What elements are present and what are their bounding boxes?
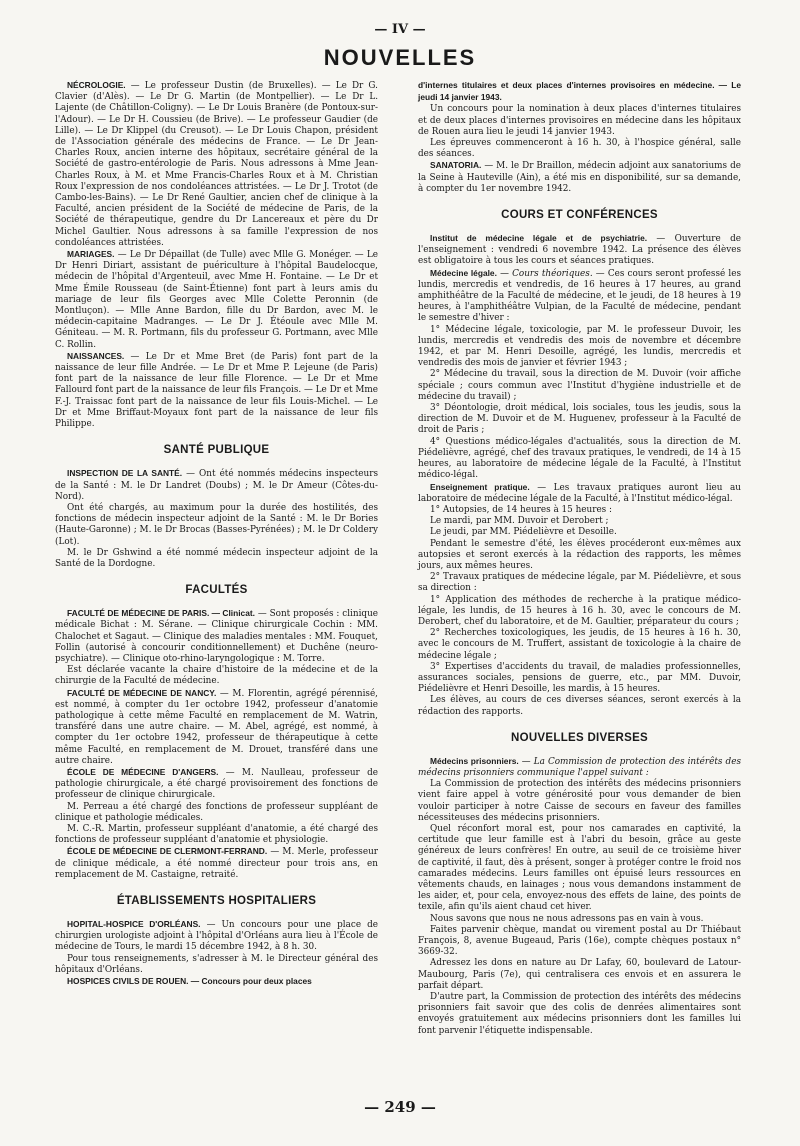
medlegale-item: 2° Médecine du travail, sous la direction de M. Duvoir (voir affiche spéciale ; cours commun avec l'Institut d'hygiène industrielle et de médecine du travail) ; [418,369,741,402]
angers-text: — M. Naulleau, professeur de pathologie chirurgicale, a été chargé provisoirement des fonctions de professeur de clinique chirurgicale. [55,767,378,801]
section-title-diverses: NOUVELLES DIVERSES [510,731,649,744]
paris-text: — Sont proposés : clinique médicale Bichat : M. Sérane. — Clinique chirurgicale Cochin : MM. Chalochet et Sagaut. — Clinique des maladies mentales : MM. Fouquet, Follin (autorisé à concourir conditionnellement) et Duchêne (neuro-psychiatre). — Clinique oto-rhino-laryngologique : M. Torre. [55,609,379,664]
naissances-paragraph [55,351,378,430]
medlegale-paragraph [418,268,741,325]
prisonniers-paragraph [418,756,741,779]
enseignement-paragraph [418,482,741,505]
orleans-lead: HOPITAL-HOSPICE D'ORLÉANS. [67,919,201,929]
page-number: — 249 — [364,1098,436,1116]
institut-lead: Institut de médecine légale et de psychiatrie. [430,233,648,244]
inspection-text: — Ont été nommés médecins inspecteurs de la Santé : M. le Dr Landret (Doubs) ; M. le Dr Ameur (Côtes-du-Nord). [55,469,378,502]
orleans-paragraph [55,919,378,954]
prisonniers-item: Adressez les dons en nature au Dr Lafay, 60, boulevard de Latour-Maubourg, Paris (7e), qui centralisera ces envois et en assurera le parfait départ. [418,958,741,991]
enseignement-item: 3° Expertises d'accidents du travail, de maladies professionnelles, assurances sociales, pensions de guerre, etc., par MM. Duvoir, Piédelièvre et Henri Desoille, les mardis, à 15 heures. [418,661,741,695]
sanatoria-paragraph [418,160,741,195]
rouen-continued [418,80,741,104]
mariages-paragraph [55,249,378,351]
medlegale-item: 3° Déontologie, droit médical, lois sociales, tous les jeudis, sous la direction de M. Duvoir et de M. Huguenev, professeur à la Faculté de droit de Paris ; [418,403,741,436]
angers-paragraph-2: M. Perreau a été chargé des fonctions de professeur suppléant de clinique et pathologie médicales. [55,801,378,823]
angers-paragraph-3: M. C.-R. Martin, professeur suppléant d'anatomie, a été chargé des fonctions de professeur suppléant d'anatomie et physiologie. [55,823,378,846]
angers-lead: ÉCOLE DE MÉDECINE D'ANGERS. [67,766,219,777]
rouen-continued-text: d'internes titulaires et deux places d'internes provisoires en médecine. — Le jeudi 14 janvier 1943. [418,80,741,103]
necrologie-text: — Le professeur Dustin (de Bruxelles). — Le Dr G. Clavier (d'Alès). — Le Dr G. Martin (de Montpellier). — Le Dr L. Lajente (de Châtillon-Coligny). — Le Dr Louis Branère (de Pontoux-sur-l'Adour). — Le Dr H. Coussieu (de Brive). — Le professeur Gaudier (de Lille). — Le Dr Klippel (du Creusot). — Le Dr Louis Chapon, président de l'Association générale des médecins de France. — Le Dr Jean-Charles Roux, ancien interne des hôpitaux, secrétaire général de la Société de gastro-entérologie de Paris. Nous adressons à Mme Jean-Charles Roux, à M. et Mme Francis-Charles Roux et à M. Christian Roux l'expression de nos condoléances attristées. — Le Dr J. Trotot (de Cambo-les-Bains). — Le Dr René Gaultier, ancien chef de clinique à la Faculté, ancien président de la Société de médecine de Paris, de la Société de thérapeutique, gendre du Dr Lancereaux et père du Dr Michel Gaultier. Nous adressons à sa famille l'expression de nos condoléances attristées. [55,81,378,248]
necrologie-paragraph [55,80,378,249]
prisonniers-lead: Médecins prisonniers. [430,755,519,766]
prisonniers-item: Quel réconfort moral est, pour nos camarades en captivité, la certitude que leur famille est à l'abri du besoin, grâce au geste généreux de leurs confrères! En outre, au seuil de ce troisième hiver de captivité, il faut, dès à présent, songer à protéger contre le froid nos camarades médecins. Leurs familles ont épuisé leurs ressources en vêtements chauds, en lainages ; nous vous demandons instamment de les aider, et, pour cela, envoyez-nous des effets de laine, des points de texile, afin qu'ils aient chaud cet hiver. [418,823,741,913]
section-title-cours: COURS ET CONFÉRENCES [501,209,658,222]
page-title: NOUVELLES [323,45,477,70]
inspection-paragraph-3: M. le Dr Gshwind a été nommé médecin inspecteur adjoint de la Santé de la Dordogne. [55,547,378,569]
medlegale-item: 1° Médecine légale, toxicologie, par M. le professeur Duvoir, les lundis, mercredis et vendredis des mois de novembre et décembre 1942, et par M. Henri Desoille, agrégé, les lundis, mercredis et vendredis des mois de janvier et février 1943 ; [418,324,741,369]
enseignement-item: 2° Travaux pratiques de médecine légale, par M. Piédelièvre, et sous sa direction : [418,572,741,594]
enseignement-item: Les élèves, au cours de ces diverses séances, seront exercés à la rédaction des rapports. [418,695,741,717]
paris-lead: FACULTÉ DE MÉDECINE DE PARIS. [67,608,210,619]
section-title-facultes: FACULTÉS [185,584,248,597]
enseignement-item: Le mardi, par MM. Duvoir et Derobert ; [430,516,609,527]
rouen-text: — Concours pour deux places [188,976,312,987]
nancy-lead: FACULTÉ DE MÉDECINE DE NANCY. [67,687,217,698]
prisonniers-item: La Commission de protection des intérêts des médecins prisonniers vient faire appel à votre générosité pour vous demander de bien vouloir participer à notre Caisse de secours en faveur des familles nécessiteuses des médecins prisonniers. [418,779,741,823]
paris-paragraph-2: Est déclarée vacante la chaire d'histoire de la médecine et de la chirurgie de la Faculté de médecine. [55,665,378,687]
enseignement-item: Le jeudi, par MM. Piédelièvre et Desoille. [430,527,617,538]
inspection-paragraph-2: Ont été chargés, au maximum pour la durée des hostilités, des fonctions de médecin inspecteur adjoint de la Santé : M. le Dr Bories (Haute-Garonne) ; M. le Dr Brocas (Basses-Pyrénées) ; M. le Dr Coldery (Lot). [55,502,378,547]
mariages-text: — Le Dr Dépaillat (de Tulle) avec Mlle G. Monéger. — Le Dr Henri Diriart, assistant de puériculture à l'hôpital Baudelocque, médecin de l'hôpital d'Argenteuil, avec Mme H. Fontaine. — Le Dr et Mme Émile Rousseau (de Saint-Étienne) font part à leurs amis du mariage de leur fils Georges avec Mlle Colette Peronnin (de Montluçon). — Mlle Anne Bardon, fille du Dr Bardon, avec M. le médecin-capitaine Madranges. — Le Dr J. Étéoule avec Mlle M. Géniteau. — M. R. Portmann, fils du professeur G. Portmann, avec Mlle C. Rollin. [55,250,378,350]
inspection-paragraph [55,468,378,503]
right-column [418,80,741,1037]
nancy-paragraph [55,688,378,767]
medlegale-sub: — Cours théoriques. [496,268,593,279]
medlegale-lead: Médecine légale. [430,267,497,278]
rouen-paragraph-2: Un concours pour la nomination à deux places d'internes titulaires et de deux places d'internes provisoires en médecine dans les hôpitaux de Rouen aura lieu le jeudi 14 janvier 1943. [418,104,741,137]
institut-text: — Ouverture de l'enseignement : vendredi 6 novembre 1942. La présence des élèves est obligatoire à tous les cours et séances pratiques. [418,234,742,267]
angers-paragraph [55,767,378,802]
rouen-paragraph-3: Les épreuves commenceront à 16 h. 30, à l'hospice général, salle des séances. [418,138,741,160]
orleans-paragraph-2: Pour tous renseignements, s'adresser à M. le Directeur général des hôpitaux d'Orléans. [55,953,378,975]
clermont-lead: ÉCOLE DE MÉDECINE DE CLERMONT-FERRAND. [67,846,268,857]
sanatoria-text: — M. le Dr Braillon, médecin adjoint aux sanatoriums de la Seine à Hauteville (Ain), a été mis en disponibilité, sur sa demande, à compter du 1er novembre 1942. [418,161,741,194]
left-column [55,80,378,988]
enseignement-item: 2° Recherches toxicologiques, les jeudis, de 15 heures à 16 h. 30, avec le concours de M. Truffert, assistant de toxicologie à la chaire de médecine légale ; [418,628,741,661]
sanatoria-lead: SANATORIA. [430,160,482,171]
rouen-lead: HOSPICES CIVILS DE ROUEN. [67,976,189,987]
clermont-text: — M. Merle, professeur de clinique médicale, a été nommé directeur pour trois ans, en remplacement de M. Castaigne, retraité. [55,847,378,880]
enseignement-lead: Enseignement pratique. [430,481,530,492]
institut-paragraph [418,233,741,268]
inspection-lead: INSPECTION DE LA SANTÉ. [67,468,183,479]
necrologie-lead: NÉCROLOGIE. [67,80,126,90]
prisonniers-item: Nous savons que nous ne nous adressons pas en vain à vous. [430,913,704,924]
prisonniers-item: Faites parvenir chèque, mandat ou virement postal au Dr Thiébaut François, 8, avenue Bugeaud, Paris (16e), compte chèques postaux n° 3669-32. [418,924,741,958]
clermont-paragraph [55,846,378,881]
section-title-etablissements: ÉTABLISSEMENTS HOSPITALIERS [116,895,317,907]
prisonniers-item: D'autre part, la Commission de protection des intérêts des médecins prisonniers fait savoir que des colis de denrées alimentaires sont envoyés gratuitement aux médecins prisonniers dont les familles lui font parvenir l'étiquette indispensable. [418,992,741,1036]
prisonniers-sub: — La Commission de protection des intérêts des médecins prisonniers communique l'appel suivant : [418,756,741,778]
mariages-lead: MARIAGES. [67,249,115,260]
enseignement-item: 1° Autopsies, de 14 heures à 15 heures : [430,504,613,515]
naissances-lead: NAISSANCES. [67,350,125,361]
enseignement-item: Pendant le semestre d'été, les élèves procéderont eux-mêmes aux autopsies et seront exercés à la rédaction des rapports, les mêmes jours, aux mêmes heures. [418,538,741,571]
orleans-text: — Un concours pour une place de chirurgien urologiste adjoint à l'hôpital d'Orléans aura lieu à l'École de médecine de Tours, le mardi 15 décembre 1942, à 8 h. 30. [55,920,378,953]
enseignement-text: — Les travaux pratiques auront lieu au laboratoire de médecine légale de la Faculté, à l'Institut médico-légal. [418,482,741,504]
naissances-text: — Le Dr et Mme Bret (de Paris) font part de la naissance de leur fille Andrée. — Le Dr et Mme P. Lejeune (de Paris) font part de la naissance de leur fille Florence. — Le Dr et Mme Fallourd font part de la naissance de leur fils François. — Le Dr et Mme F.-J. Traissac font part de la naissance de leur fils Louis-Michel. — Le Dr et Mme Briffaut-Moyaux font part de la naissance de leur fils Philippe. [55,351,378,430]
medlegale-item: 4° Questions médico-légales d'actualités, sous la direction de M. Piédelièvre, agrégé, chef des travaux pratiques, le vendredi, de 14 à 15 heures, au laboratoire de médecine légale de la Faculté, à l'Institut médico-légal. [418,436,741,481]
paris-paragraph [55,608,378,665]
rouen-paragraph [55,976,378,988]
medlegale-text: — Ces cours seront professé les lundis, mercredis et vendredis, de 16 heures à 17 heures, au grand amphithéâtre de la Faculté de médecine, et le jeudi, de 18 heures à 19 heures, à l'amphithéâtre Vulpian, de la Faculté de médecine, pendant le semestre d'hiver : [418,268,741,324]
nancy-text: — M. Florentin, agrégé pérennisé, est nommé, à compter du 1er octobre 1942, professeur d'anatomie pathologique à cette même Faculté en remplacement de M. Watrin, transféré dans une autre chaire. — M. Abel, agrégé, est nommé, à compter du 1er octobre 1942, professeur de thérapeutique à cette même Faculté, en remplacement de M. Drouet, transféré dans une autre chaire. [55,688,378,766]
page-roman-number: — IV — [374,22,426,37]
paris-sub: — Clinicat. [209,608,255,619]
enseignement-item: 1° Application des méthodes de recherche à la pratique médico-légale, les lundis, de 15 heures à 16 h. 30, avec le concours de M. Derobert, chef du laboratoire, et de M. Gaultier, préparateur du cours ; [418,594,741,627]
section-title-sante: SANTÉ PUBLIQUE [163,444,270,457]
